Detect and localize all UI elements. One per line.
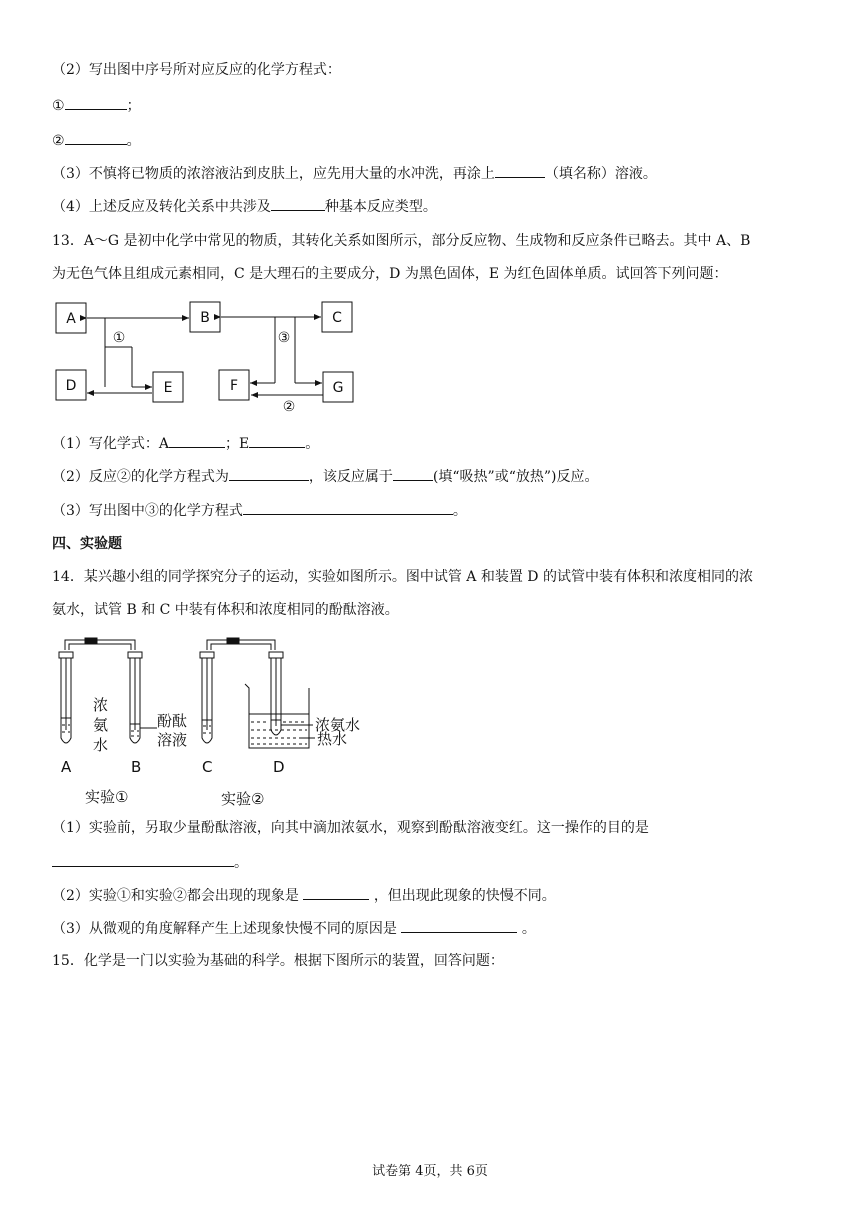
label-E: E <box>163 380 173 396</box>
label-phenol-2: 溶液 <box>157 731 188 749</box>
answer-blank[interactable] <box>52 852 234 867</box>
label-A: A <box>66 311 76 327</box>
q13-part1: （1）写化学式：A ；E 。 <box>52 433 319 454</box>
label-ammonia-3: 水 <box>93 736 109 754</box>
answer-blank[interactable] <box>271 196 325 211</box>
answer-blank[interactable] <box>229 466 309 481</box>
q13-part3: （3）写出图中③的化学方程式 。 <box>52 500 467 521</box>
answer-blank[interactable] <box>65 130 127 145</box>
q12-part2: （2）写出图中序号所对应反应的化学方程式： <box>52 62 341 78</box>
q14-stem-line2: 氨水，试管 B 和 C 中装有体积和浓度相同的酚酞溶液。 <box>52 602 399 618</box>
label-D: D <box>65 378 77 394</box>
page-footer: 试卷第 4页，共 6页 <box>372 1164 488 1179</box>
answer-blank[interactable] <box>65 95 127 110</box>
label-experiment-1: 实验① <box>85 788 129 806</box>
answer-blank[interactable] <box>401 918 517 933</box>
q13-part2: （2）反应②的化学方程式为 ，该反应属于 (填“吸热”或“放热”)反应。 <box>52 466 598 487</box>
label-ammonia-2: 氨 <box>93 716 109 734</box>
q12-part4: （4）上述反应及转化关系中共涉及 种基本反应类型。 <box>52 196 437 217</box>
label-reaction-2: ② <box>282 399 296 415</box>
label-F: F <box>229 378 239 394</box>
q15-stem: 15．化学是一门以实验为基础的科学。根据下图所示的装置，回答问题： <box>52 953 504 969</box>
label-tube-A: A <box>61 758 72 776</box>
q14-part1: （1）实验前，另取少量酚酞溶液，向其中滴加浓氨水，观察到酚酞溶液变红。这一操作的目的是 <box>52 820 649 836</box>
answer-blank[interactable] <box>495 163 545 178</box>
q12-reaction2: ② 。 <box>52 130 141 151</box>
q12-reaction1: ① ； <box>52 95 141 116</box>
label-C: C <box>332 310 342 326</box>
label-phenol-1: 酚酞 <box>157 712 188 730</box>
label-reaction-3: ③ <box>277 330 291 346</box>
q13-stem-line1: 13．A～G 是初中化学中常见的物质，其转化关系如图所示，部分反应物、生成物和反应条件已略去。其中 A、B <box>52 233 751 249</box>
label-G: G <box>332 380 344 396</box>
label-ammonia-d: 浓氨水 <box>315 716 361 734</box>
label-B: B <box>200 310 210 326</box>
label-hot-water: 热水 <box>317 730 348 748</box>
label-tube-B: B <box>131 758 142 776</box>
answer-blank[interactable] <box>243 500 453 515</box>
answer-blank[interactable] <box>169 433 225 448</box>
q14-part1-answer: 。 <box>52 852 248 873</box>
label-reaction-1: ① <box>112 330 126 346</box>
answer-blank[interactable] <box>249 433 305 448</box>
q14-stem-line1: 14．某兴趣小组的同学探究分子的运动，实验如图所示。图中试管 A 和装置 D 的试管中装有体积和浓度相同的浓 <box>52 569 753 585</box>
q14-experiment-figure <box>45 630 390 810</box>
q12-part3: （3）不慎将已物质的浓溶液沾到皮肤上，应先用大量的水冲洗，再涂上 （填名称）溶液。 <box>52 163 657 184</box>
q14-part2: （2）实验①和实验②都会出现的现象是 ，但出现此现象的快慢不同。 <box>52 885 556 906</box>
q13-conversion-diagram <box>40 295 380 415</box>
q14-part3: （3）从微观的角度解释产生上述现象快慢不同的原因是 。 <box>52 918 536 939</box>
label-ammonia-1: 浓 <box>93 696 109 714</box>
answer-blank[interactable] <box>393 466 433 481</box>
label-tube-C: C <box>202 758 213 776</box>
section-heading: 四、实验题 <box>52 536 122 552</box>
q13-stem-line2: 为无色气体且组成元素相同，C 是大理石的主要成分，D 为黑色固体，E 为红色固体单质。试回答下列问题： <box>52 266 728 282</box>
label-device-D: D <box>273 758 285 776</box>
answer-blank[interactable] <box>303 885 369 900</box>
label-experiment-2: 实验② <box>221 790 265 808</box>
